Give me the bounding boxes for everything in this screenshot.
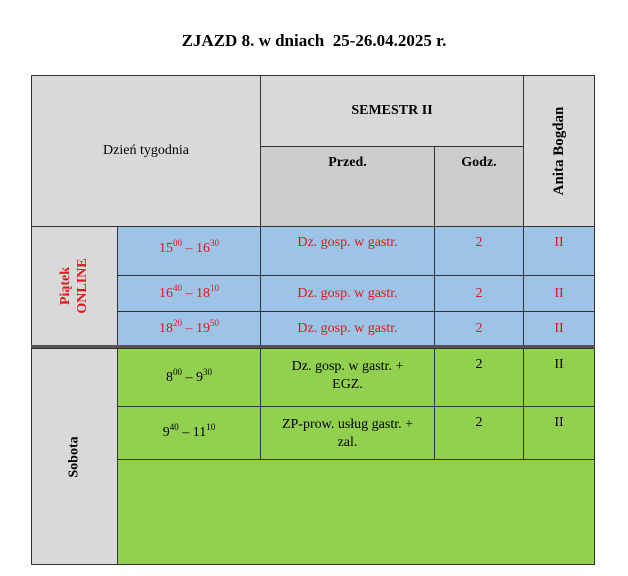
friday-day-cell <box>31 226 118 346</box>
friday-row-3-group: II <box>523 311 595 346</box>
hours-column-label: Godz. <box>461 155 497 170</box>
friday-row-1-hours: 2 <box>434 226 524 276</box>
friday-day-name: Piątek <box>57 266 73 306</box>
saturday-empty-block <box>117 459 595 565</box>
saturday-row-1-subject: Dz. gosp. w gastr. + EGZ. <box>260 348 435 407</box>
friday-row-2-subject: Dz. gosp. w gastr. <box>260 275 435 312</box>
friday-row-3-time: $18^{20} - 19^{50}$ <box>117 311 261 346</box>
friday-day-label <box>58 258 92 313</box>
saturday-day-label: Sobota <box>66 435 82 478</box>
saturday-row-2-hours: 2 <box>434 406 524 460</box>
day-of-week-header <box>31 75 261 227</box>
friday-row-2-group: II <box>523 275 595 312</box>
saturday-row-1-group: II <box>523 348 595 407</box>
saturday-row-2-subject: ZP-prow. usług gastr. + zal. <box>260 406 435 460</box>
saturday-row-2-time: $9^{40} - 11^{10}$ <box>117 406 261 460</box>
teacher-column-header <box>523 75 595 227</box>
semester-label: SEMESTR II <box>351 103 433 118</box>
subject-column-header <box>260 146 435 227</box>
friday-row-2-time: $16^{40} - 18^{10}$ <box>117 275 261 312</box>
subject-column-label: Przed. <box>328 155 367 170</box>
saturday-row-1-time: $8^{00} - 9^{30}$ <box>117 348 261 407</box>
friday-row-1-group: II <box>523 226 595 276</box>
page-title: ZJAZD 8. w dniach 25-26.04.2025 r. <box>181 31 447 50</box>
saturday-row-1-hours: 2 <box>434 348 524 407</box>
friday-row-3-hours: 2 <box>434 311 524 346</box>
day-of-week-label: Dzień tygodnia <box>103 143 189 158</box>
saturday-row-2-group: II <box>523 406 595 460</box>
friday-row-2-hours: 2 <box>434 275 524 312</box>
friday-row-1-subject: Dz. gosp. w gastr. <box>260 226 435 276</box>
friday-row-1-time: $15^{00} - 16^{30}$ <box>117 226 261 276</box>
semester-header <box>260 75 524 147</box>
friday-row-3-subject: Dz. gosp. w gastr. <box>260 311 435 346</box>
teacher-name: Anita Bogdan <box>551 106 567 196</box>
hours-column-header <box>434 146 524 227</box>
saturday-day-cell <box>31 348 118 565</box>
friday-online-label: ONLINE <box>74 258 90 314</box>
